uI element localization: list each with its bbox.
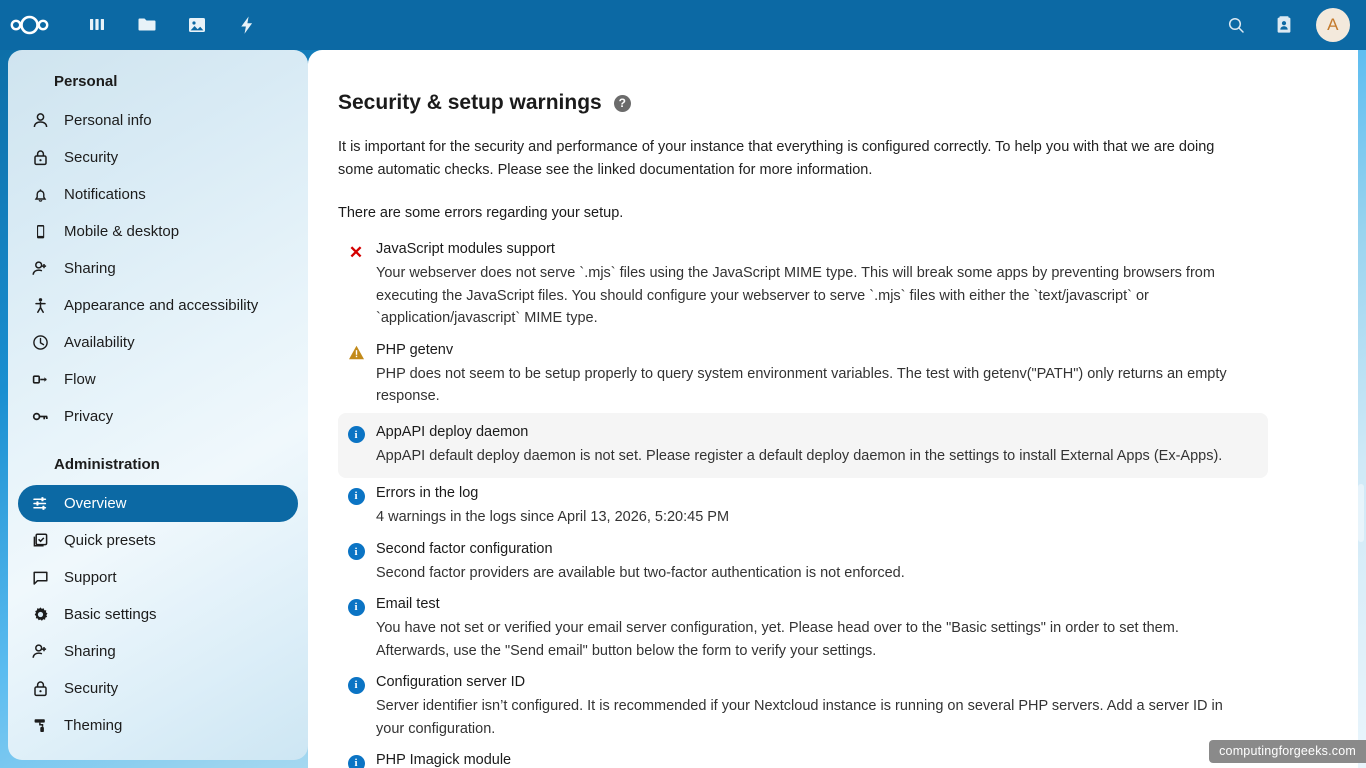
warning-title: Errors in the log [376,485,479,501]
sliders-icon [30,494,50,514]
warning-item [338,745,1268,768]
sidebar-item-theming[interactable] [18,707,298,744]
mobile-icon [30,222,50,242]
warning-description: PHP does not seem to be setup properly to query system environment variables. The test with getenv("PATH") only returns an empty response. [376,365,1227,404]
warning-item [338,478,1268,534]
sidebar-item-label: Support [64,568,117,586]
warning-title: Email test [376,596,440,612]
page-scrollbar[interactable] [1357,54,1365,766]
setup-errors-summary: There are some errors regarding your setup. [338,205,624,221]
warning-title: Configuration server ID [376,674,526,690]
account-plus-icon [30,642,50,662]
lock-icon [30,679,50,699]
header-app-list [0,0,272,50]
sidebar-item-label: Notifications [64,185,146,203]
watermark: computingforgeeks.com [1209,740,1366,763]
warning-description: You have not set or verified your email server configuration, yet. Please head over to the "Basic settings" in order to set them. Afterwards, use the "Send email" button below the form to verify your settings. [376,620,1179,659]
checkbox-multiple-icon [30,531,50,551]
warning-item [338,335,1268,413]
accessibility-icon [30,296,50,316]
info-icon: i [347,487,365,505]
flow-icon [30,370,50,390]
warnings-list [338,234,1268,768]
sidebar-item-label: Mobile & desktop [64,222,180,240]
sidebar-item-availability[interactable] [18,324,298,361]
scrollbar-thumb[interactable] [1358,484,1364,542]
error-x-icon: ✕ [348,242,364,262]
search-icon[interactable] [1214,3,1258,47]
warning-item [338,589,1268,667]
activity-icon[interactable] [222,0,272,50]
intro-text: It is important for the security and performance of your instance that everything is configured correctly. To help you with that we are doing some automatic checks. Please see the linked documentation for more information. [338,139,1215,178]
main-content [308,50,1358,768]
warning-title: AppAPI deploy daemon [376,423,529,440]
sidebar-item-label: Sharing [64,642,116,660]
sidebar-item-basic-settings[interactable] [18,596,298,633]
warning-description: Server identifier isn’t configured. It is recommended if your Nextcloud instance is running on several PHP servers. Add a server ID in your configuration. [376,698,1223,737]
sidebar-item-label: Personal info [64,111,152,129]
sidebar-item-admin-sharing[interactable] [18,633,298,670]
sidebar-item-notifications[interactable] [18,176,298,213]
comment-icon [30,568,50,588]
warning-triangle-icon [347,344,365,362]
info-icon: i [347,754,365,768]
photos-icon[interactable] [172,0,222,50]
sidebar-item-flow[interactable] [18,361,298,398]
sidebar-item-quick-presets[interactable] [18,522,298,559]
warning-description: Second factor providers are available but two-factor authentication is not enforced. [376,564,905,581]
info-icon: i [347,543,365,561]
warning-title: PHP getenv [376,341,454,358]
gear-icon [30,605,50,625]
sidebar-item-mobile-desktop[interactable] [18,213,298,250]
avatar[interactable]: A [1316,8,1350,42]
warning-item [338,534,1268,590]
warning-item [338,234,1268,335]
sidebar-item-label: Flow [64,370,96,388]
sidebar-item-label: Appearance and accessibility [64,296,259,314]
sidebar-item-support[interactable] [18,559,298,596]
sidebar-item-overview[interactable] [18,485,298,522]
account-icon [30,111,50,131]
nav-caption-personal: Personal [54,73,118,90]
page-title-row [338,90,1358,116]
files-icon[interactable] [122,0,172,50]
sidebar-item-label: Security [64,148,119,166]
warning-item [338,667,1268,745]
header-actions [1214,0,1366,50]
bell-icon [30,185,50,205]
sidebar-item-label: Privacy [64,407,114,425]
info-icon: i [347,598,365,616]
sidebar-item-appearance[interactable] [18,287,298,324]
info-icon: i [347,426,365,444]
page-title: Security & setup warnings [338,91,602,114]
dashboard-icon[interactable] [72,0,122,50]
account-plus-icon [30,259,50,279]
key-icon [30,407,50,427]
sidebar-item-label: Availability [64,333,135,351]
sidebar-item-admin-security[interactable] [18,670,298,707]
paint-roller-icon [30,716,50,736]
sidebar-item-label: Basic settings [64,605,157,623]
sidebar-item-label: Quick presets [64,531,156,549]
warning-description: AppAPI default deploy daemon is not set. Please register a default deploy daemon in the settings to install External Apps (Ex-Apps). [376,447,1223,464]
nav-caption-administration: Administration [54,456,160,473]
sidebar-item-security[interactable] [18,139,298,176]
contacts-icon[interactable] [1262,3,1306,47]
warning-item-highlighted [338,413,1268,479]
clock-icon [30,333,50,353]
lock-icon [30,148,50,168]
warning-description: Your webserver does not serve `.mjs` files using the JavaScript MIME type. This will break some apps by preventing browsers from executing the JavaScript files. You should configure your webserver to serve `.mjs` files with either the `text/javascript` or `application/javascript` MIME type. [376,265,1215,326]
help-icon[interactable]: ? [614,95,631,112]
sidebar-item-label: Security [64,679,119,697]
warning-title: PHP Imagick module [376,752,512,768]
sidebar-item-sharing[interactable] [18,250,298,287]
sidebar-item-label: Overview [64,494,127,512]
warning-title: JavaScript modules support [376,241,555,257]
sidebar-item-label: Sharing [64,259,116,277]
nextcloud-logo[interactable] [0,0,72,50]
warning-description: 4 warnings in the logs since April 13, 2026, 5:20:45 PM [376,509,730,525]
sidebar-item-privacy[interactable] [18,398,298,435]
settings-navigation [8,50,308,760]
sidebar-item-label: Theming [64,716,123,734]
sidebar-item-personal-info[interactable] [18,102,298,139]
app-header [0,0,1366,50]
info-icon: i [347,676,365,694]
warning-title: Second factor configuration [376,540,553,557]
